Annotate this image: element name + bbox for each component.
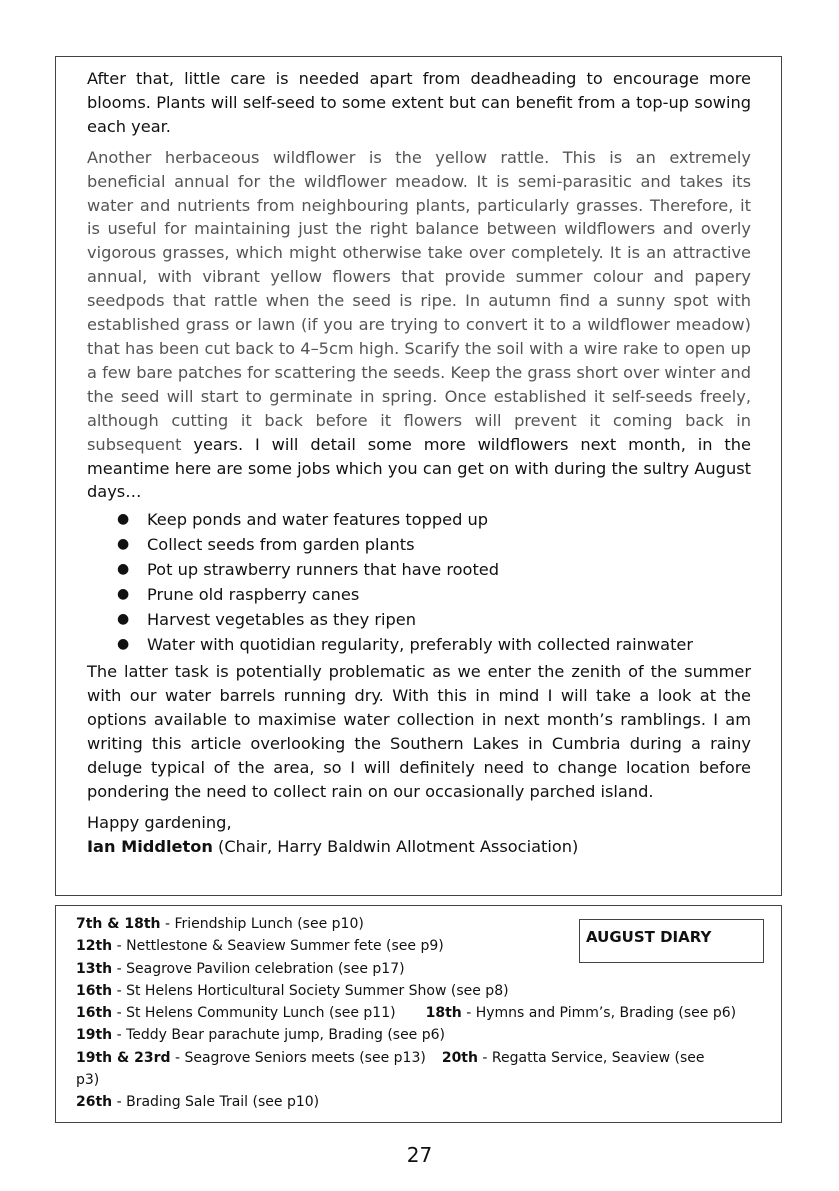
diary-date: 16th [76, 1005, 113, 1022]
article-box [55, 56, 782, 896]
list-item-text: Prune old raspberry canes [147, 585, 360, 605]
diary-entry [76, 1091, 771, 1113]
diary-entry [76, 1002, 771, 1024]
diary-entry [76, 1024, 771, 1046]
author-name: Ian Middleton [87, 836, 213, 856]
diary-text: - Friendship Lunch (see p10) [160, 916, 364, 932]
diary-entry [76, 980, 771, 1002]
paragraph-yellow-rattle [87, 146, 751, 505]
bullet-icon: ● [117, 536, 130, 553]
diary-text: - St Helens Community Lunch (see p11) [112, 1005, 396, 1022]
paragraph-yellow-rattle-text: Another herbaceous wildflower is the yellow rattle. This is an extremely beneficial annual for the wildflower meadow. It is semi-parasitic and takes its water and nutrients from neighbouring plants, particularly grasses. Therefore, it is useful for maintaining just the right balance between wildflowers and overly vigorous grasses, which might otherwise take over completely. It is an attractive annual, with vibrant yellow flowers that provide summer colour and papery seedpods that rattle when the seed is ripe. In autumn find a sunny spot with established grass or lawn (if you are trying to convert it to a wildflower meadow) that has been cut back to 4–5cm high. Scarify the soil with a wire rake to open up a few bare patches for scattering the seeds. Keep the grass short over winter and the seed will start to germinate in spring. Once established it self-seeds freely, although cutting it back before it flowers will prevent it coming back in subsequent [87, 147, 751, 454]
diary-date: 13th [76, 960, 113, 977]
diary-text: p3) [76, 1072, 100, 1089]
author-role: (Chair, Harry Baldwin Allotment Association) [212, 836, 579, 856]
bullet-icon: ● [117, 511, 130, 528]
diary-entry [76, 1047, 771, 1069]
diary-date: 16th [76, 982, 113, 999]
diary-date: 12th [76, 938, 113, 955]
list-item-text: Harvest vegetables as they ripen [147, 610, 416, 630]
page-number: 27 [406, 1143, 433, 1167]
diary-date: 7th & 18th [76, 916, 161, 932]
diary-date: 26th [76, 1094, 113, 1111]
jobs-list [87, 507, 751, 657]
bullet-icon: ● [117, 636, 130, 653]
diary-date: 19th & 23rd [76, 1049, 171, 1066]
bullet-icon: ● [117, 586, 130, 603]
list-item-text: Water with quotidian regularity, preferably with collected rainwater [147, 635, 694, 655]
list-item [114, 507, 751, 532]
list-item [114, 607, 751, 632]
diary-text: - Teddy Bear parachute jump, Brading (see p6) [112, 1027, 446, 1044]
bullet-icon: ● [117, 561, 130, 578]
diary-text: - Regatta Service, Seaview (see [477, 1049, 705, 1066]
list-item [114, 532, 751, 557]
diary-text: - St Helens Horticultural Society Summer Show (see p8) [112, 982, 509, 999]
diary-text: - Seagrove Seniors meets (see p13) [170, 1049, 426, 1066]
diary-date: 18th [425, 1005, 462, 1022]
diary-text: - Brading Sale Trail (see p10) [112, 1094, 320, 1111]
bullet-icon: ● [117, 611, 130, 628]
list-item [114, 582, 751, 607]
diary-title: AUGUST DIARY [579, 919, 764, 963]
paragraph-jobs-intro: years. I will detail some more wildflowers next month, in the meantime here are some jobs which you can get on with during the sultry August days… [87, 434, 751, 502]
diary-text: - Seagrove Pavilion celebration (see p17) [112, 960, 405, 977]
diary-date: 19th [76, 1027, 113, 1044]
diary-text: - Hymns and Pimm’s, Brading (see p6) [461, 1005, 737, 1022]
diary-text: - Nettlestone & Seaview Summer fete (see p9) [112, 938, 444, 955]
list-item-text: Collect seeds from garden plants [147, 535, 415, 555]
list-item-text: Pot up strawberry runners that have rooted [147, 560, 500, 580]
diary-date: 20th [441, 1049, 478, 1066]
signoff: Happy gardening, [87, 812, 232, 832]
paragraph-deadheading: After that, little care is needed apart from deadheading to encourage more blooms. Plants will self-seed to some extent but can benefit from a top-up sowing each year. [87, 69, 751, 136]
list-item [114, 557, 751, 582]
august-diary [55, 905, 782, 1123]
diary-entry [76, 1069, 771, 1091]
list-item-text: Keep ponds and water features topped up [147, 510, 489, 530]
paragraph-water-collection: The latter task is potentially problematic as we enter the zenith of the summer with our water barrels running dry. With this in mind I will take a look at the options available to maximise water collection in next month’s ramblings. I am writing this article overlooking the Southern Lakes in Cumbria during a rainy deluge typical of the area, so I will definitely need to change location before pondering the need to collect rain on our occasionally parched island. [87, 662, 751, 801]
author-line [87, 835, 751, 859]
list-item [114, 632, 751, 657]
